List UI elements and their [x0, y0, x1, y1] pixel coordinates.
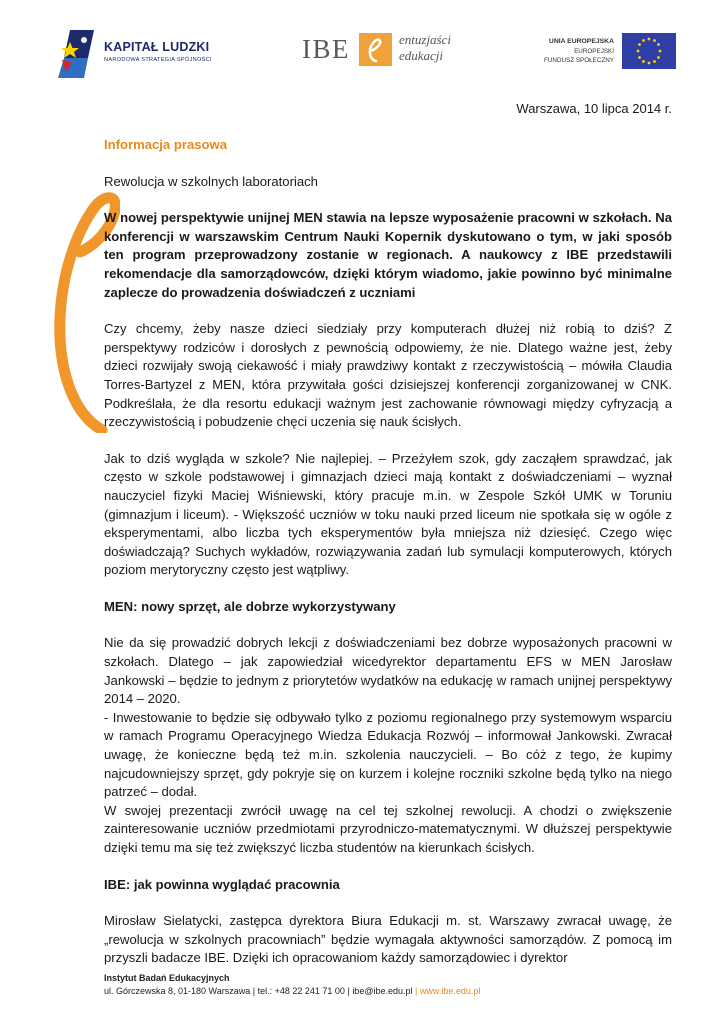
- eu-logo-line3: FUNDUSZ SPOŁECZNY: [544, 57, 614, 64]
- footer-phone: tel.: +48 22 241 71 00: [257, 985, 345, 996]
- ibe-tagline-line1: entuzjaści: [399, 32, 451, 47]
- kapital-ludzki-emblem-icon: [58, 28, 98, 80]
- ibe-tagline-line2: edukacji: [399, 48, 444, 63]
- footer-org-name: Instytut Badań Edukacyjnych: [104, 973, 230, 983]
- ibe-logo: [302, 30, 472, 74]
- eu-logo: [530, 33, 680, 73]
- paragraph-3b: - Inwestowanie to będzie się odbywało tylko z poziomu regionalnego przy systemowym wsparciu w ramach Programu Operacyjnego Wiedza Edukacja Rozwój – informował Jankowski. Zwracał uwagę, że konieczne będą też m.in. szkolenia nauczycieli. – Bo cóż z tego, że kupimy najcudowniejszy sprzęt, gdy pokryje się on kurzem i kolejne roczniki szkolne będą tylko na niego patrzeć – dodał.: [104, 709, 672, 800]
- footer-address: ul. Górczewska 8, 01-180 Warszawa: [104, 985, 251, 996]
- paragraph-3c: W swojej prezentacji zwrócił uwagę na cel tej szkolnej rewolucji. A chodzi o zwiększenie zainteresowanie uczniów przedmiotami przyrodniczo-matematycznymi. W dłuższej perspektywie dzięki temu ma się też zwiększyć liczba studentów na kierunkach ścisłych.: [104, 802, 672, 855]
- section-heading-men: MEN: nowy sprzęt, ale dobrze wykorzystywany: [104, 598, 396, 614]
- footer-separator: |: [347, 985, 350, 996]
- ibe-mark: [359, 33, 392, 66]
- eu-logo-line2: EUROPEJSKI: [574, 48, 614, 55]
- paragraph-2: Jak to dziś wygląda w szkole? Nie najlepiej. – Przeżyłem szok, gdy zacząłem sprawdzać, jak często w szkole podstawowej i gimnazjach dzieci mają kontakt z doświadczeniami – wyznał nauczyciel fizyki Maciej Wiśniewski, który pracuje m.in. w Zespole Szkół UMK w Toruniu (gimnazjum i liceum). - Większość uczniów w toku nauki przed liceum nie spotkała się w ogóle z eksperymentami, albo liczba tych eksperymentów była mniejsza niż dziesięć. Czego więc doświadczają? Suchych wykładów, rozwiązywania zadań lub symulacji komputerowych, których poziom merytoryczny często jest wątpliwy.: [104, 450, 672, 578]
- document-date: Warszawa, 10 lipca 2014 r.: [516, 101, 672, 116]
- footer-separator: |: [415, 985, 418, 996]
- footer-email[interactable]: ibe@ibe.edu.pl: [352, 985, 413, 996]
- kapital-ludzki-logo: [58, 28, 238, 80]
- footer-contact-line: [104, 985, 480, 998]
- footer-separator: |: [252, 985, 256, 996]
- kapital-ludzki-title: KAPITAŁ LUDZKI: [104, 40, 210, 54]
- paragraph-3a: Nie da się prowadzić dobrych lekcji z doświadczeniami bez dobrze wyposażonych pracowni w szkołach. Dlatego – jak zapowiedział wicedyrektor departamentu EFS w MEN Jarosław Jankowski – będzie to jednym z priorytetów wydatków na edukację w ramach unijnej perspektywy 2014 – 2020.: [104, 635, 672, 707]
- document-kind: Informacja prasowa: [104, 137, 227, 152]
- ibe-wordmark: IBE: [302, 34, 350, 64]
- ibe-e-glyph-icon: [359, 33, 392, 66]
- page-footer: [104, 972, 480, 997]
- paragraph-4: Mirosław Sielatycki, zastępca dyrektora Biura Edukacji m. st. Warszawy zwracał uwagę, że „rewolucja w szkolnych pracowniach” będzie wymagała aktywności samorządów. Z pomocą im przyszli badacze IBE. Dzięki ich opracowaniom każdy samorządowiec i dyrektor: [104, 913, 672, 966]
- eu-logo-line1: UNIA EUROPEJSKA: [548, 38, 614, 45]
- eu-flag-icon: [622, 33, 676, 69]
- section-heading-ibe: IBE: jak powinna wyglądać pracownia: [104, 876, 340, 892]
- paragraph-1: Czy chcemy, żeby nasze dzieci siedziały przy komputerach dłużej niż robią to dziś? Z perspektywy rodziców i dorosłych z pewnością odpowiemy, że nie. Dlatego ważne jest, żeby dzieci rozwijały swoją ciekawość i miały prawdziwy kontakt z rzeczywistością – mówiła Claudia Torres-Bartyzel z MEN, która przywitała gości dzisiejszej konferencji zorganizowanej w CNK. Podkreślała, że dla resortu edukacji ważnym jest zachowanie równowagi między cyfryzacją a rzeczywistością i pobudzenie chęci uczenia się nauk ścisłych.: [104, 321, 672, 430]
- document-title: Rewolucja w szkolnych laboratoriach: [104, 173, 318, 189]
- footer-website-link[interactable]: www.ibe.edu.pl: [419, 985, 481, 996]
- lead-paragraph: W nowej perspektywie unijnej MEN stawia na lepsze wyposażenie pracowni w szkołach. Na konferencji w warszawskim Centrum Nauki Kopernik dyskutowano o tym, w jaki sposób ten program przeprowadzony zostanie w regionach. A naukowcy z IBE przedstawili rekomendacje dla samorządowców, dzięki którym wiadomo, jakie powinno być minimalne zaplecze do prowadzenia doświadczeń z uczniami: [104, 210, 672, 300]
- press-release-body: [104, 136, 672, 968]
- kapital-ludzki-subtitle: NARODOWA STRATEGIA SPÓJNOŚCI: [104, 57, 212, 63]
